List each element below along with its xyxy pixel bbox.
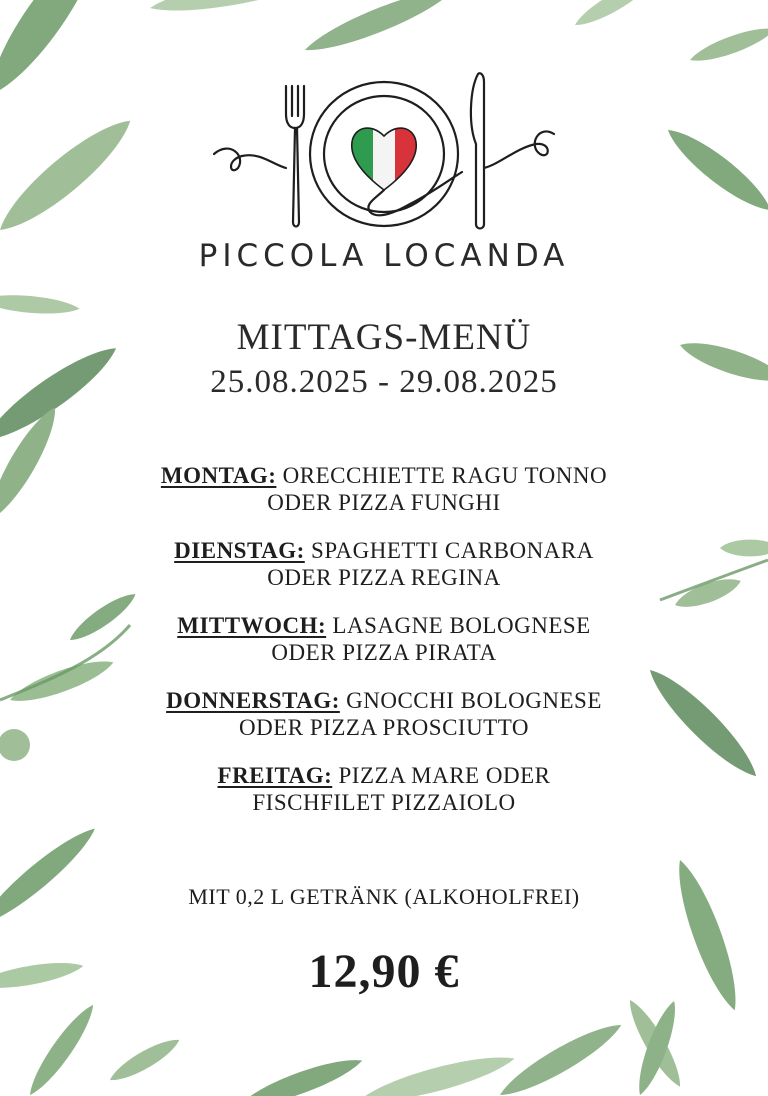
- drink-note: MIT 0,2 L GETRÄNK (ALKOHOLFREI): [188, 884, 580, 909]
- date-range: 25.08.2025 - 29.08.2025: [210, 364, 558, 400]
- weekly-menu: [0, 462, 768, 837]
- menu-day-freitag: [0, 762, 768, 816]
- dish-line: GNOCCHI BOLOGNESE: [346, 688, 602, 713]
- menu-day-montag: [0, 462, 768, 516]
- menu-price: 12,90 €: [308, 945, 460, 998]
- day-label: MITTWOCH:: [177, 613, 327, 638]
- dish-line: ODER PIZZA FUNGHI: [267, 490, 501, 515]
- menu-title: MITTAGS-MENÜ: [236, 317, 532, 358]
- dish-line: PIZZA MARE ODER: [338, 763, 551, 788]
- dish-line: ODER PIZZA REGINA: [267, 565, 501, 590]
- menu-day-dienstag: [0, 537, 768, 591]
- restaurant-name: PICCOLA LOCANDA: [198, 238, 570, 274]
- dish-line: LASAGNE BOLOGNESE: [332, 613, 591, 638]
- menu-day-donnerstag: [0, 687, 768, 741]
- day-label: FREITAG:: [217, 763, 333, 788]
- dish-line: ORECCHIETTE RAGU TONNO: [282, 463, 608, 488]
- dish-line: ODER PIZZA PROSCIUTTO: [239, 715, 529, 740]
- dish-line: ODER PIZZA PIRATA: [271, 640, 497, 665]
- menu-day-mittwoch: [0, 612, 768, 666]
- dish-line: FISCHFILET PIZZAIOLO: [252, 790, 516, 815]
- restaurant-logo: [200, 64, 568, 234]
- day-label: MONTAG:: [160, 463, 277, 488]
- day-label: DIENSTAG:: [174, 538, 305, 563]
- day-label: DONNERSTAG:: [166, 688, 340, 713]
- dish-line: SPAGHETTI CARBONARA: [311, 538, 594, 563]
